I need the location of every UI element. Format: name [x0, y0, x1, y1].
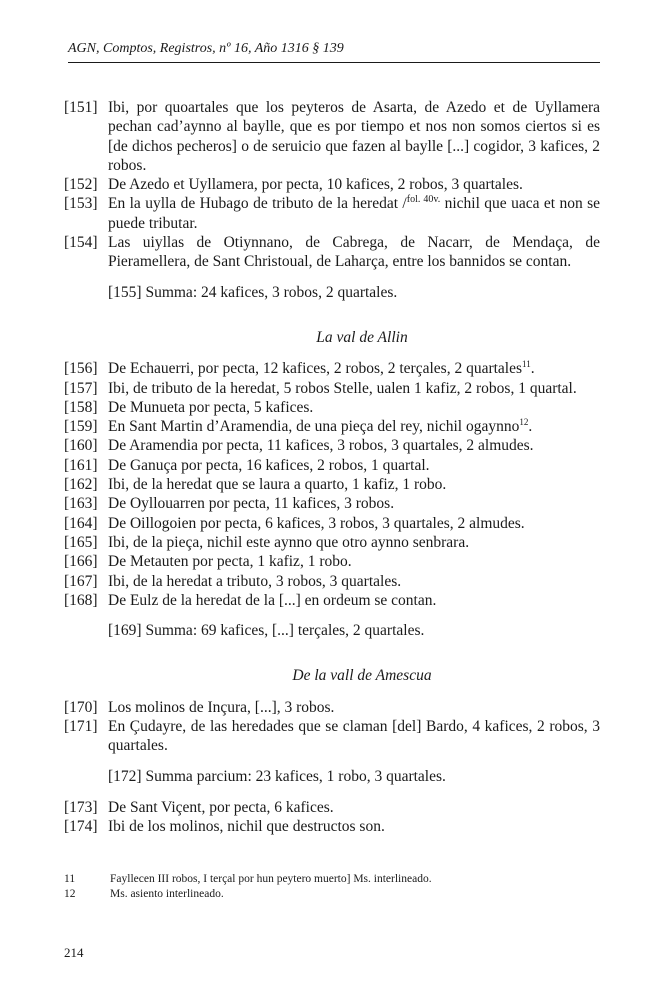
summa-text: Summa: 69 kafices, [...] terçales, 2 quartales.: [145, 622, 425, 640]
entry-text: De Ganuça por pecta, 16 kafices, 2 robos, 1 quartal.: [108, 456, 430, 474]
section-title: La val de Allin: [316, 328, 408, 346]
entry-number: [162]: [64, 476, 98, 494]
entry-162: [64, 475, 600, 494]
entry-text: [108, 359, 600, 378]
footnote-number: 12: [64, 887, 76, 900]
entry-text-main: De Echauerri, por pecta, 12 kafices, 2 robos, 2 terçales, 2 quartales: [108, 360, 523, 378]
entry-159: [64, 417, 600, 436]
entry-number: [167]: [64, 572, 98, 590]
summa-172: [64, 767, 600, 786]
entry-text: De Eulz de la heredat de la [...] en ordeum se contan.: [108, 591, 437, 609]
entry-number: [152]: [64, 176, 98, 194]
entry-number: [171]: [64, 718, 98, 736]
entry-text: Las uiyllas de Otiynnano, de Cabrega, de Nacarr, de Mendaça, de Pieramellera, de Sant Christoual, de Laharça, entre los bannidos se contan.: [108, 234, 600, 271]
footnote-text: Ms. asiento interlineado.: [110, 887, 224, 900]
entry-173: [64, 798, 600, 817]
entry-text-before: En la uylla de Hubago de tributo de la heredat /: [108, 195, 407, 213]
entry-text: [108, 417, 600, 436]
entry-number: [151]: [64, 99, 98, 116]
summa-number: [155]: [108, 283, 142, 301]
summa-number: [172]: [108, 767, 142, 785]
entry-number: [157]: [64, 379, 98, 397]
summa-text: Summa parcium: 23 kafices, 1 robo, 3 quartales.: [145, 767, 446, 785]
entry-number: [165]: [64, 533, 98, 551]
entry-text: De Azedo et Uyllamera, por pecta, 10 kafices, 2 robos, 3 quartales.: [108, 176, 523, 194]
entry-160: [64, 436, 600, 455]
entry-text: De Oillogoien por pecta, 6 kafices, 3 robos, 3 quartales, 2 almudes.: [108, 514, 525, 532]
footnote-12: [64, 887, 600, 902]
entry-170: [64, 698, 600, 717]
entry-number: [161]: [64, 456, 98, 474]
page-number: 214: [64, 945, 84, 960]
summa-text: Summa: 24 kafices, 3 robos, 2 quartales.: [145, 283, 398, 301]
footnote-ref: 11: [522, 359, 531, 370]
entry-number: [170]: [64, 698, 98, 716]
entry-text-main: En Sant Martin d’Aramendia, de una pieça del rey, nichil ogaynno: [108, 418, 520, 436]
entry-157: [64, 379, 600, 398]
entry-165: [64, 533, 600, 552]
entry-number: [174]: [64, 818, 98, 836]
entry-number: [153]: [64, 195, 98, 213]
entry-number: [164]: [64, 514, 98, 532]
entry-text: De Munueta por pecta, 5 kafices.: [108, 398, 314, 416]
entry-number: [159]: [64, 418, 98, 436]
entry-164: [64, 514, 600, 533]
section-title: De la vall de Amescua: [292, 667, 432, 685]
entry-text: De Oyllouarren por pecta, 11 kafices, 3 robos.: [108, 495, 395, 513]
footnote-number: 11: [64, 873, 76, 885]
entry-number: [156]: [64, 360, 98, 378]
entry-154: [64, 233, 600, 272]
footnote-text: Fayllecen III robos, I terçal por hun peytero muerto] Ms. interlineado.: [110, 873, 432, 885]
entry-text: En Çudayre, de las heredades que se claman [del] Bardo, 4 kafices, 2 robos, 3 quartales.: [108, 718, 600, 755]
entry-text: Ibi, de tributo de la heredat, 5 robos Stelle, ualen 1 kafiz, 2 robos, 1 quartal.: [108, 379, 577, 397]
entry-166: [64, 552, 600, 571]
entry-158: [64, 398, 600, 417]
entry-text: De Sant Viçent, por pecta, 6 kafices.: [108, 798, 334, 816]
entry-167: [64, 572, 600, 591]
entry-number: [163]: [64, 495, 98, 513]
entry-171: [64, 717, 600, 756]
summa-155: [64, 283, 600, 302]
entry-156: [64, 359, 600, 378]
entry-text: Ibi, por quoartales que los peyteros de Asarta, de Azedo et de Uyllamera pechan cad’aynno al baylle, que es por tiempo et nos non somos ciertos si es [de dichos pecheros] o de seruicio que fazen al baylle [...] cogidor, 3 kafices, 2 robos.: [108, 99, 600, 174]
header-rule: [68, 62, 600, 63]
entry-151: [64, 98, 600, 175]
entry-161: [64, 456, 600, 475]
entry-text-after: nichil que uaca et non se puede tributar.: [108, 195, 600, 232]
entry-text: Ibi, de la heredat a tributo, 3 robos, 3 quartales.: [108, 572, 402, 590]
entry-text: De Aramendia por pecta, 11 kafices, 3 robos, 3 quartales, 2 almudes.: [108, 437, 534, 455]
summa-169: [64, 621, 600, 640]
folio-marker: fol. 40v.: [406, 194, 441, 206]
entry-153: [64, 194, 600, 233]
entry-text: Los molinos de Inçura, [...], 3 robos.: [108, 698, 335, 716]
entry-174: [64, 817, 600, 836]
entry-168: [64, 591, 600, 610]
entry-text: Ibi de los molinos, nichil que destructos son.: [108, 818, 385, 836]
body-text: [64, 98, 600, 837]
entry-number: [158]: [64, 398, 98, 416]
footnote-11: [64, 872, 600, 887]
entry-number: [173]: [64, 798, 98, 816]
entry-number: [154]: [64, 234, 98, 252]
entry-number: [160]: [64, 437, 98, 455]
entry-number: [168]: [64, 591, 98, 609]
running-head: AGN, Comptos, Registros, nº 16, Año 1316 § 139: [68, 41, 344, 56]
entry-text-tail: .: [530, 360, 535, 378]
entry-163: [64, 494, 600, 513]
entry-text: Ibi, de la pieça, nichil este aynno que otro aynno senbrara.: [108, 533, 470, 551]
footnote-ref: 12: [519, 417, 529, 427]
entry-text: De Metauten por pecta, 1 kafiz, 1 robo.: [108, 553, 352, 571]
footnotes: [64, 872, 600, 901]
entry-number: [166]: [64, 553, 98, 571]
entry-text: [108, 194, 600, 233]
entry-text-tail: .: [528, 418, 533, 436]
entry-152: [64, 175, 600, 194]
summa-number: [169]: [108, 622, 142, 640]
entry-text: Ibi, de la heredat que se laura a quarto, 1 kafiz, 1 robo.: [108, 476, 447, 494]
